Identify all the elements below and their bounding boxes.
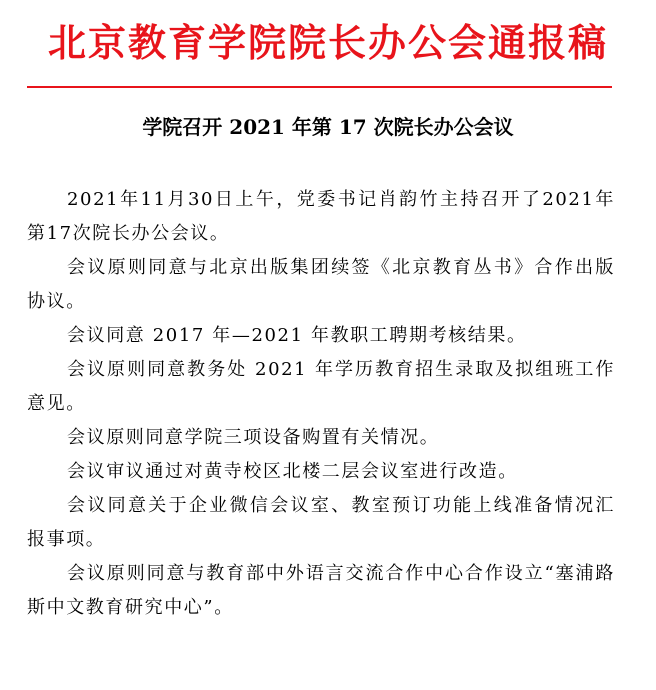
paragraph-publishing-agreement: 会议原则同意与北京出版集团续签《北京教育丛书》合作出版协议。	[27, 257, 615, 312]
paragraph-enrollment-plan: 会议原则同意教务处 2021 年学历教育招生录取及拟组班工作意见。	[27, 359, 615, 414]
red-divider-line	[27, 86, 612, 88]
paragraph-meeting-room-renovation: 会议审议通过对黄寺校区北楼二层会议室进行改造。	[67, 461, 518, 482]
paragraph-meeting-opening: 2021年11月30日上午，党委书记肖韵竹主持召开了2021年第17次院长办公会议。	[27, 189, 615, 244]
masthead-title: 北京教育学院院长办公会通报稿	[47, 20, 608, 65]
paragraph-cyprus-center: 会议原则同意与教育部中外语言交流合作中心合作设立“塞浦路斯中文教育研究中心”。	[27, 563, 615, 618]
article-headline: 学院召开 2021 年第 17 次院长办公会议	[142, 115, 514, 139]
paragraph-equipment-purchase: 会议原则同意学院三项设备购置有关情况。	[67, 427, 440, 448]
paragraph-staff-assessment: 会议同意 2017 年—2021 年教职工聘期考核结果。	[67, 325, 527, 346]
article-body	[27, 183, 615, 625]
paragraph-wecom-booking: 会议同意关于企业微信会议室、教室预订功能上线准备情况汇报事项。	[27, 495, 615, 550]
